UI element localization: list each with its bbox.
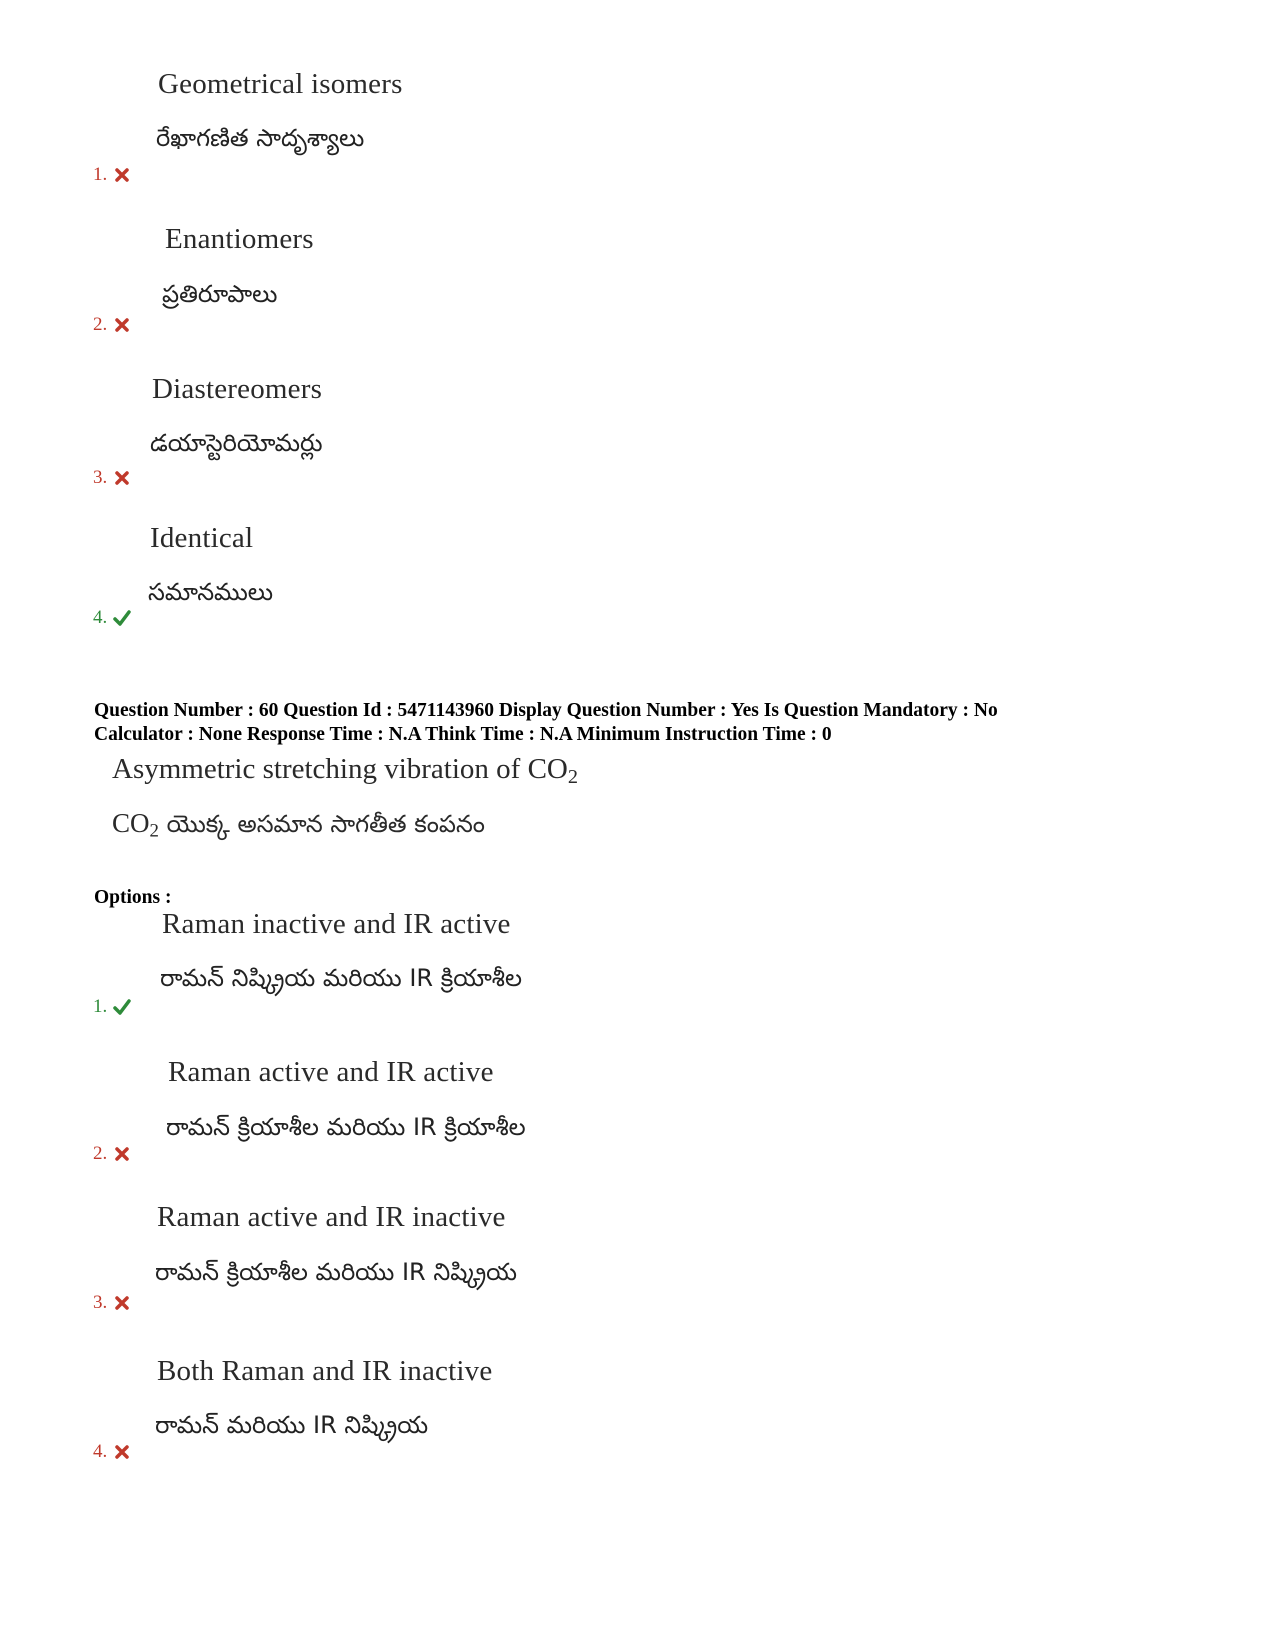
correct-check-icon [113,609,131,627]
wrong-cross-icon [113,166,131,184]
wrong-cross-icon [113,469,131,487]
option-text-en: Raman active and IR inactive [157,1201,506,1233]
question-text-en [112,753,578,789]
options-label: Options : [94,887,172,908]
option-number [93,996,131,1018]
option-text-en: Enantiomers [165,223,314,255]
question-text-te-rest: యొక్క అసమాన సాగతీత కంపనం [158,810,485,838]
question-text-en-main: Asymmetric stretching vibration of CO [112,753,568,785]
option-text-te: సమానములు [148,578,274,606]
option-text-en: Geometrical isomers [158,68,403,100]
option-text-en: Both Raman and IR inactive [157,1355,493,1387]
question-text-te [112,808,485,844]
option-number-label: 4. [93,607,108,628]
option-text-en: Raman active and IR active [168,1056,494,1088]
option-text-te: డయాస్టెరియోమర్లు [150,429,323,457]
option-number-label: 3. [93,467,108,488]
option-number [93,1292,131,1314]
option-number-label: 2. [93,314,108,335]
wrong-cross-icon [113,1145,131,1163]
option-number-label: 1. [93,164,108,185]
wrong-cross-icon [113,1443,131,1461]
option-text-te: రామన్ మరియు IR నిష్క్రియ [155,1411,429,1439]
option-number [93,607,131,629]
option-number [93,1143,131,1165]
option-number-label: 1. [93,996,108,1017]
option-text-en: Diastereomers [152,373,323,405]
question-text-te-chem: CO [112,808,150,838]
option-text-te: రేఖాగణిత సాదృశ్యాలు [156,124,365,152]
wrong-cross-icon [113,316,131,334]
option-text-te: ప్రతిరూపాలు [162,280,278,308]
option-number-label: 2. [93,1143,108,1164]
question-meta-line2: Calculator : None Response Time : N.A Think Time : N.A Minimum Instruction Time : 0 [94,724,832,745]
option-number-label: 3. [93,1292,108,1313]
option-number-label: 4. [93,1441,108,1462]
option-text-te: రామన్ నిష్క్రియ మరియు IR క్రియాశీల [160,964,523,992]
question-text-en-sub: 2 [567,766,578,789]
option-number [93,467,131,489]
option-text-en: Identical [150,522,254,554]
option-text-te: రామన్ క్రియాశీల మరియు IR క్రియాశీల [166,1113,526,1141]
option-number [93,314,131,336]
option-number [93,1441,131,1463]
option-text-en: Raman inactive and IR active [162,908,511,940]
correct-check-icon [113,998,131,1016]
option-text-te: రామన్ క్రియాశీల మరియు IR నిష్క్రియ [155,1258,518,1286]
question-text-te-sub: 2 [149,820,159,842]
question-meta-line1: Question Number : 60 Question Id : 5471143960 Display Question Number : Yes Is Question Mandatory : No [94,700,998,721]
option-number [93,164,131,186]
wrong-cross-icon [113,1294,131,1312]
